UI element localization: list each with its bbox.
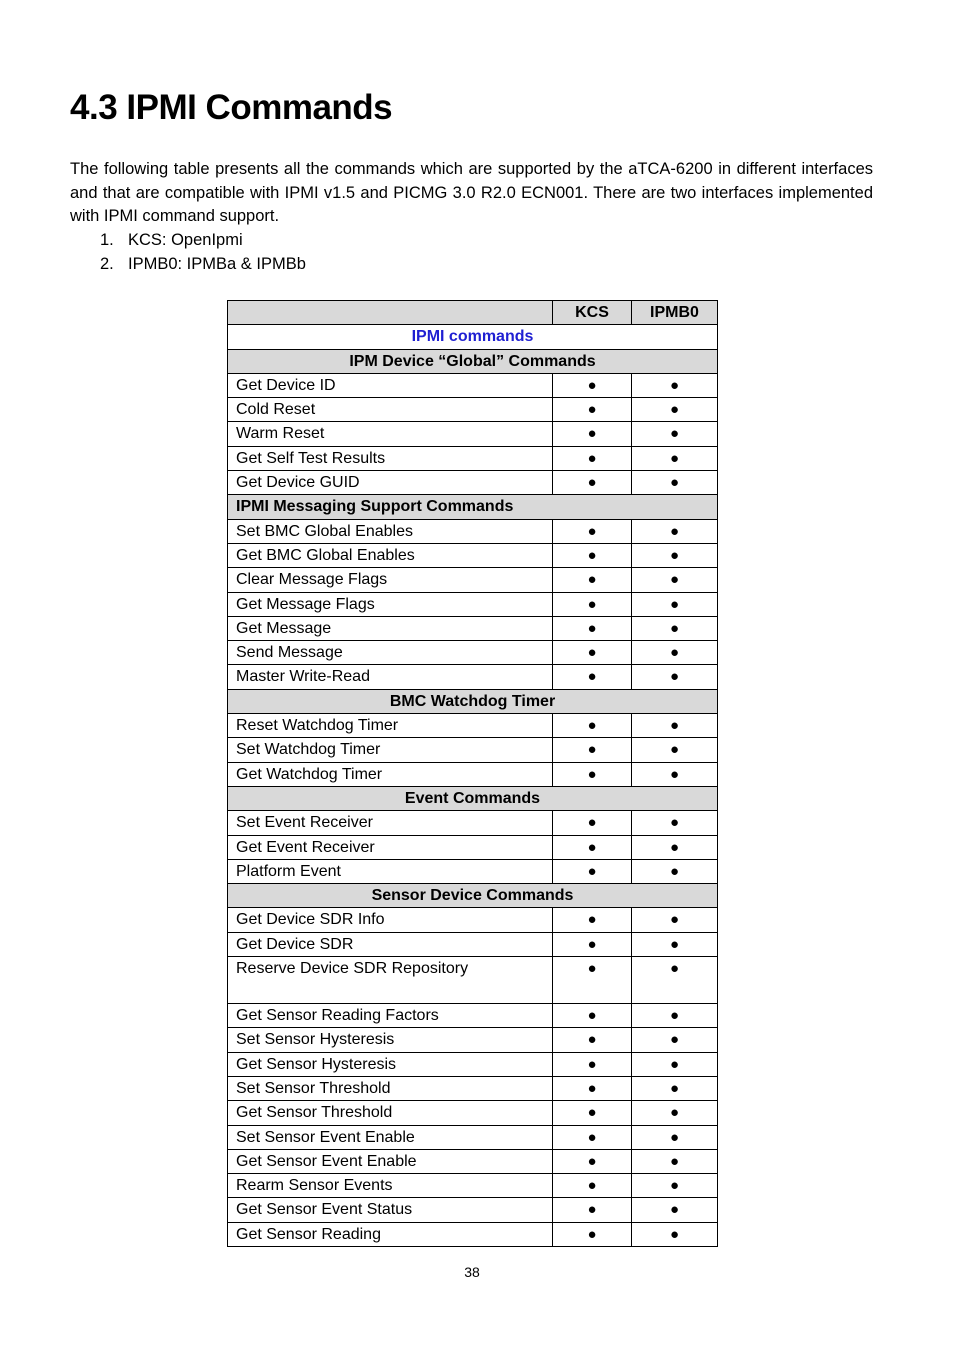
command-name: Get Sensor Reading <box>228 1222 553 1246</box>
section-title: Sensor Device Commands <box>228 884 718 908</box>
kcs-support-mark: ● <box>553 641 632 665</box>
command-name: Master Write-Read <box>228 665 553 689</box>
kcs-support-mark: ● <box>553 714 632 738</box>
command-name: Warm Reset <box>228 422 553 446</box>
section-header-row <box>228 884 718 908</box>
column-header-ipmb0: IPMB0 <box>632 301 718 325</box>
ipmb0-support-mark: ● <box>632 835 718 859</box>
command-name: Set Event Receiver <box>228 811 553 835</box>
table-row <box>228 1028 718 1052</box>
list-number: 2. <box>100 254 114 273</box>
ipmb0-support-mark: ● <box>632 932 718 956</box>
command-name: Set Watchdog Timer <box>228 738 553 762</box>
kcs-support-mark: ● <box>553 1222 632 1246</box>
ipmb0-support-mark: ● <box>632 568 718 592</box>
ipmb0-support-mark: ● <box>632 592 718 616</box>
command-name: Rearm Sensor Events <box>228 1174 553 1198</box>
command-name: Get Device SDR Info <box>228 908 553 932</box>
command-name: Get Device GUID <box>228 471 553 495</box>
ipmb0-support-mark: ● <box>632 762 718 786</box>
command-name: Get Sensor Hysteresis <box>228 1052 553 1076</box>
kcs-support-mark: ● <box>553 471 632 495</box>
kcs-support-mark: ● <box>553 373 632 397</box>
table-row <box>228 543 718 567</box>
ipmb0-support-mark: ● <box>632 1222 718 1246</box>
ipmb0-support-mark: ● <box>632 519 718 543</box>
command-name: Get Device SDR <box>228 932 553 956</box>
group-title: IPMI commands <box>228 325 718 349</box>
command-name: Get Sensor Event Enable <box>228 1149 553 1173</box>
ipmb0-support-mark: ● <box>632 859 718 883</box>
section-title: BMC Watchdog Timer <box>228 689 718 713</box>
command-name: Reserve Device SDR Repository <box>228 957 553 1004</box>
table-row <box>228 1222 718 1246</box>
list-item <box>70 253 306 277</box>
ipmb0-support-mark: ● <box>632 1004 718 1028</box>
list-item-text: IPMB0: IPMBa & IPMBb <box>128 254 306 273</box>
table-row <box>228 932 718 956</box>
column-header-kcs: KCS <box>553 301 632 325</box>
table-row <box>228 1174 718 1198</box>
section-header-row <box>228 689 718 713</box>
kcs-support-mark: ● <box>553 1149 632 1173</box>
ipmb0-support-mark: ● <box>632 446 718 470</box>
section-header-row <box>228 495 718 519</box>
interface-list <box>70 229 306 276</box>
ipmb0-support-mark: ● <box>632 641 718 665</box>
command-name: Clear Message Flags <box>228 568 553 592</box>
ipmb0-support-mark: ● <box>632 1076 718 1100</box>
list-item <box>70 229 306 253</box>
kcs-support-mark: ● <box>553 859 632 883</box>
command-name: Get Watchdog Timer <box>228 762 553 786</box>
table-row <box>228 859 718 883</box>
ipmb0-support-mark: ● <box>632 714 718 738</box>
table-row <box>228 398 718 422</box>
kcs-support-mark: ● <box>553 1052 632 1076</box>
table-row <box>228 1101 718 1125</box>
kcs-support-mark: ● <box>553 1076 632 1100</box>
kcs-support-mark: ● <box>553 835 632 859</box>
ipmb0-support-mark: ● <box>632 471 718 495</box>
table-row <box>228 1076 718 1100</box>
kcs-support-mark: ● <box>553 811 632 835</box>
column-header-command <box>228 301 553 325</box>
table-row <box>228 373 718 397</box>
kcs-support-mark: ● <box>553 762 632 786</box>
command-name: Set Sensor Event Enable <box>228 1125 553 1149</box>
ipmb0-support-mark: ● <box>632 422 718 446</box>
command-name: Set Sensor Hysteresis <box>228 1028 553 1052</box>
command-name: Get Sensor Reading Factors <box>228 1004 553 1028</box>
ipmb0-support-mark: ● <box>632 665 718 689</box>
table-row <box>228 1125 718 1149</box>
ipmb0-support-mark: ● <box>632 811 718 835</box>
table-row <box>228 471 718 495</box>
table-row <box>228 519 718 543</box>
table-row <box>228 908 718 932</box>
table-header-row <box>228 301 718 325</box>
kcs-support-mark: ● <box>553 957 632 1004</box>
kcs-support-mark: ● <box>553 932 632 956</box>
command-name: Get BMC Global Enables <box>228 543 553 567</box>
command-name: Cold Reset <box>228 398 553 422</box>
section-title: IPMI Messaging Support Commands <box>228 495 718 519</box>
ipmb0-support-mark: ● <box>632 1101 718 1125</box>
command-name: Get Message Flags <box>228 592 553 616</box>
ipmb0-support-mark: ● <box>632 1198 718 1222</box>
command-name: Reset Watchdog Timer <box>228 714 553 738</box>
table-row <box>228 738 718 762</box>
table-row <box>228 714 718 738</box>
ipmb0-support-mark: ● <box>632 373 718 397</box>
command-name: Get Sensor Threshold <box>228 1101 553 1125</box>
page-number: 38 <box>464 1264 480 1280</box>
table-row <box>228 762 718 786</box>
ipmb0-support-mark: ● <box>632 908 718 932</box>
command-name: Get Message <box>228 616 553 640</box>
kcs-support-mark: ● <box>553 1101 632 1125</box>
table-row <box>228 422 718 446</box>
table-row <box>228 1052 718 1076</box>
section-title: Event Commands <box>228 786 718 810</box>
ipmb0-support-mark: ● <box>632 1052 718 1076</box>
table-row <box>228 446 718 470</box>
table-row <box>228 568 718 592</box>
table-row <box>228 641 718 665</box>
ipmb0-support-mark: ● <box>632 738 718 762</box>
table-row <box>228 1198 718 1222</box>
command-name: Set BMC Global Enables <box>228 519 553 543</box>
table-row <box>228 592 718 616</box>
table-row <box>228 957 718 1004</box>
kcs-support-mark: ● <box>553 422 632 446</box>
command-name: Get Event Receiver <box>228 835 553 859</box>
group-title-row <box>228 325 718 349</box>
kcs-support-mark: ● <box>553 519 632 543</box>
ipmb0-support-mark: ● <box>632 398 718 422</box>
kcs-support-mark: ● <box>553 398 632 422</box>
ipmb0-support-mark: ● <box>632 1149 718 1173</box>
table-body <box>228 349 718 1246</box>
ipmb0-support-mark: ● <box>632 616 718 640</box>
kcs-support-mark: ● <box>553 568 632 592</box>
command-name: Get Device ID <box>228 373 553 397</box>
section-header-row <box>228 786 718 810</box>
kcs-support-mark: ● <box>553 446 632 470</box>
list-number: 1. <box>100 231 114 249</box>
table-row <box>228 1149 718 1173</box>
command-name: Set Sensor Threshold <box>228 1076 553 1100</box>
intro-paragraph: The following table presents all the commands which are supported by the aTCA-6200 in different interfaces and that are compatible with IPMI v1.5 and PICMG 3.0 R2.0 ECN001. There are two interfaces implemented with IPMI command support. <box>70 160 873 225</box>
ipmb0-support-mark: ● <box>632 957 718 1004</box>
kcs-support-mark: ● <box>553 616 632 640</box>
kcs-support-mark: ● <box>553 665 632 689</box>
ipmb0-support-mark: ● <box>632 1125 718 1149</box>
kcs-support-mark: ● <box>553 738 632 762</box>
ipmi-commands-table <box>227 300 718 1247</box>
table-row <box>228 665 718 689</box>
command-name: Get Sensor Event Status <box>228 1198 553 1222</box>
kcs-support-mark: ● <box>553 1004 632 1028</box>
list-item-text: KCS: OpenIpmi <box>128 231 243 249</box>
table-row <box>228 616 718 640</box>
ipmb0-support-mark: ● <box>632 543 718 567</box>
table-row <box>228 1004 718 1028</box>
table-row <box>228 835 718 859</box>
section-header-row <box>228 349 718 373</box>
command-name: Platform Event <box>228 859 553 883</box>
section-title: IPM Device “Global” Commands <box>228 349 718 373</box>
section-heading: 4.3 IPMI Commands <box>70 88 393 127</box>
command-name: Get Self Test Results <box>228 446 553 470</box>
ipmb0-support-mark: ● <box>632 1028 718 1052</box>
kcs-support-mark: ● <box>553 1125 632 1149</box>
kcs-support-mark: ● <box>553 1028 632 1052</box>
command-name: Send Message <box>228 641 553 665</box>
kcs-support-mark: ● <box>553 1174 632 1198</box>
kcs-support-mark: ● <box>553 1198 632 1222</box>
table-row <box>228 811 718 835</box>
kcs-support-mark: ● <box>553 543 632 567</box>
kcs-support-mark: ● <box>553 592 632 616</box>
kcs-support-mark: ● <box>553 908 632 932</box>
ipmb0-support-mark: ● <box>632 1174 718 1198</box>
